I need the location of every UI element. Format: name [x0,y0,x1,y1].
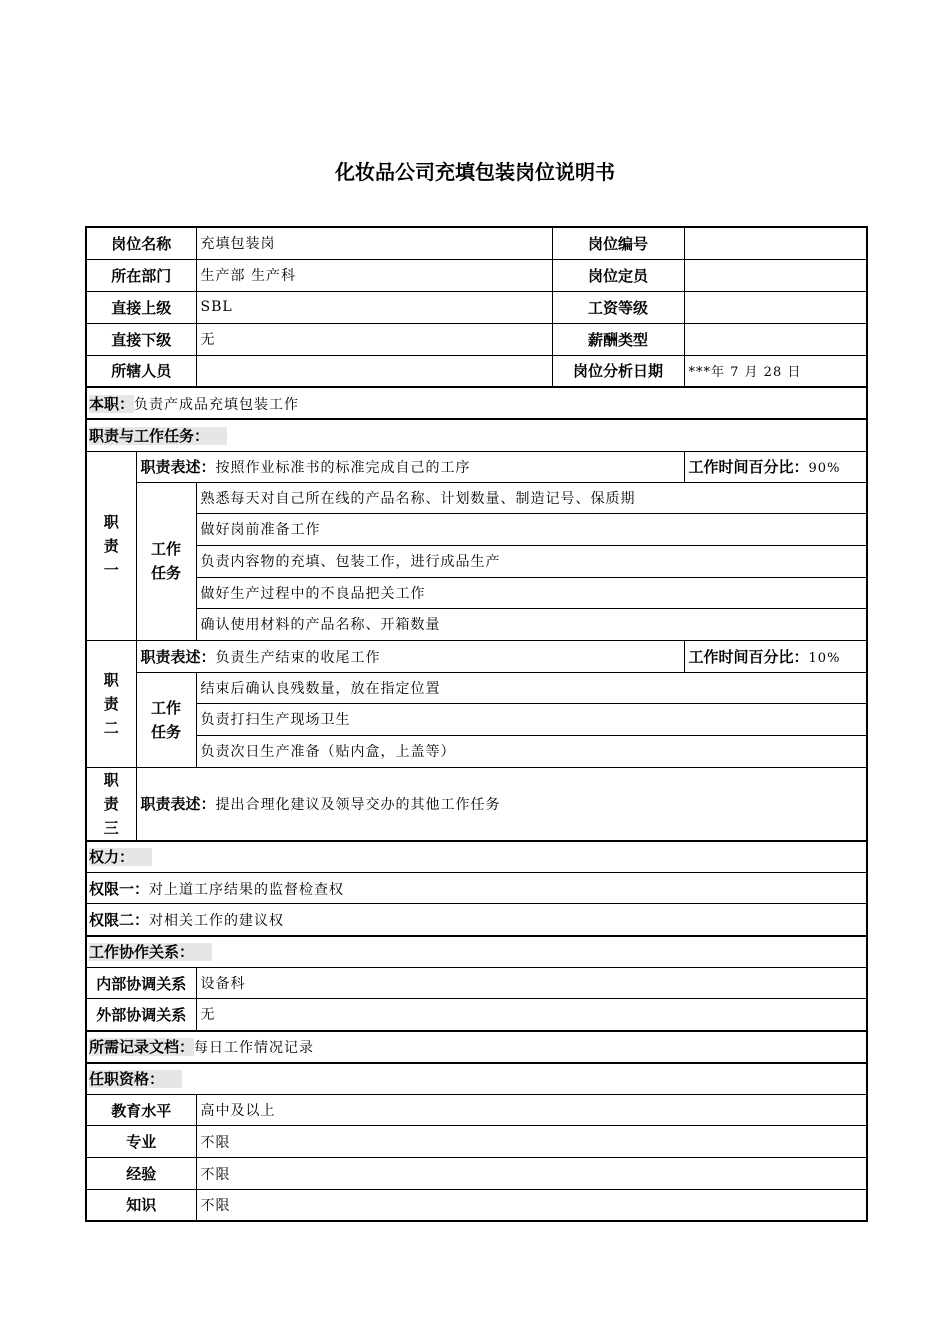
duty1-label [86,451,136,640]
duty2-task-2: 负责打扫生产现场卫生 [196,703,867,735]
duty2-label [86,640,136,767]
duty3-label-text: 职责三 [103,770,119,837]
qualification-value-education: 高中及以上 [196,1095,867,1126]
duty-summary-row [86,387,867,419]
authority-item-2-label: 权限二： [89,910,150,929]
quota-label: 岗位定员 [552,259,684,291]
internal-relations-label: 内部协调关系 [86,968,196,999]
superior-label: 直接上级 [86,291,196,323]
duty1-tasks-label-text: 工作任务 [150,540,181,582]
page-title: 化妆品公司充填包装岗位说明书 [335,160,615,184]
external-relations-label: 外部协调关系 [86,999,196,1031]
duty1-task-2: 做好岗前准备工作 [196,513,867,545]
quota-value [684,259,867,291]
duty2-desc [136,640,684,672]
position-no-label: 岗位编号 [552,227,684,259]
superior-value: SBL [196,291,552,323]
duty1-task-5: 确认使用材料的产品名称、开箱数量 [196,608,867,640]
duty-summary-label: 本职： [89,394,135,413]
duty1-label-text: 职责一 [103,512,119,579]
qualification-label-education: 教育水平 [86,1095,196,1126]
duty2-label-text: 职责二 [103,670,119,737]
salary-grade-label: 工资等级 [552,291,684,323]
qualification-label-experience: 经验 [86,1158,196,1190]
relations-header-row [86,936,867,968]
duty1-task-4: 做好生产过程中的不良品把关工作 [196,577,867,608]
records-row [86,1031,867,1063]
duty2-tasks-label-text: 工作任务 [150,698,181,741]
duty1-pct [684,451,867,482]
duty1-desc [136,451,684,482]
duty1-desc-label: 职责表述： [140,458,216,476]
duty1-task-3: 负责内容物的充填、包装工作，进行成品生产 [196,545,867,577]
authority-header: 权力： [89,848,152,866]
salary-type-label: 薪酬类型 [552,323,684,355]
salary-grade-value [684,291,867,323]
duty2-tasks-label [136,672,196,767]
duty1-task-1: 熟悉每天对自己所在线的产品名称、计划数量、制造记号、保质期 [196,482,867,513]
managed-value [196,355,552,387]
salary-type-value [684,323,867,355]
qualification-value-major: 不限 [196,1126,867,1158]
duty2-desc-value: 负责生产结束的收尾工作 [215,649,381,666]
duty2-pct-label: 工作时间百分比： [688,647,809,666]
subordinate-label: 直接下级 [86,323,196,355]
duty1-pct-value: 90% [808,461,841,476]
duty2-task-3: 负责次日生产准备（贴内盒，上盖等） [196,735,867,767]
duty2-desc-label: 职责表述： [140,647,216,666]
managed-label: 所辖人员 [86,355,196,387]
duty2-pct-value: 10% [808,650,841,666]
job-description-table [85,226,868,1222]
duty-summary-value: 负责产成品充填包装工作 [134,396,300,413]
duty1-desc-value: 按照作业标准书的标准完成自己的工序 [215,460,471,476]
authority-item-2-value: 对相关工作的建议权 [149,912,285,929]
position-no-value [684,227,867,259]
relations-header: 工作协作关系： [89,943,212,961]
duty3-desc [136,767,867,841]
duty2-task-1: 结束后确认良残数量，放在指定位置 [196,672,867,703]
authority-item-1-label: 权限一： [89,879,150,898]
qualification-value-experience: 不限 [196,1158,867,1190]
records-value: 每日工作情况记录 [194,1040,315,1056]
qualification-value-knowledge: 不限 [196,1190,867,1221]
external-relations-value: 无 [196,999,867,1031]
duty1-pct-label: 工作时间百分比： [688,458,809,476]
duty3-desc-value: 提出合理化建议及领导交办的其他工作任务 [215,797,501,813]
authority-item-1-value: 对上道工序结果的监督检查权 [149,881,345,898]
position-name-value: 充填包装岗 [196,227,552,259]
qualification-label-knowledge: 知识 [86,1190,196,1221]
qualifications-header: 任职资格： [89,1070,182,1088]
duty1-tasks-label [136,482,196,640]
qualification-label-major: 专业 [86,1126,196,1158]
records-label: 所需记录文档： [89,1038,195,1056]
position-name-label: 岗位名称 [86,227,196,259]
authority-header-row [86,841,867,873]
duties-header: 职责与工作任务： [89,427,227,445]
duty3-desc-label: 职责表述： [140,795,216,813]
analysis-date-value: ***年 7 月 28 日 [684,355,867,387]
analysis-date-label: 岗位分析日期 [552,355,684,387]
department-label: 所在部门 [86,259,196,291]
internal-relations-value: 设备科 [196,968,867,999]
authority-item-2 [86,904,867,936]
duties-header-row [86,419,867,451]
duty3-label [86,767,136,841]
qualifications-header-row [86,1063,867,1095]
duty2-pct [684,640,867,672]
subordinate-value: 无 [196,323,552,355]
department-value: 生产部 生产科 [196,259,552,291]
authority-item-1 [86,873,867,904]
